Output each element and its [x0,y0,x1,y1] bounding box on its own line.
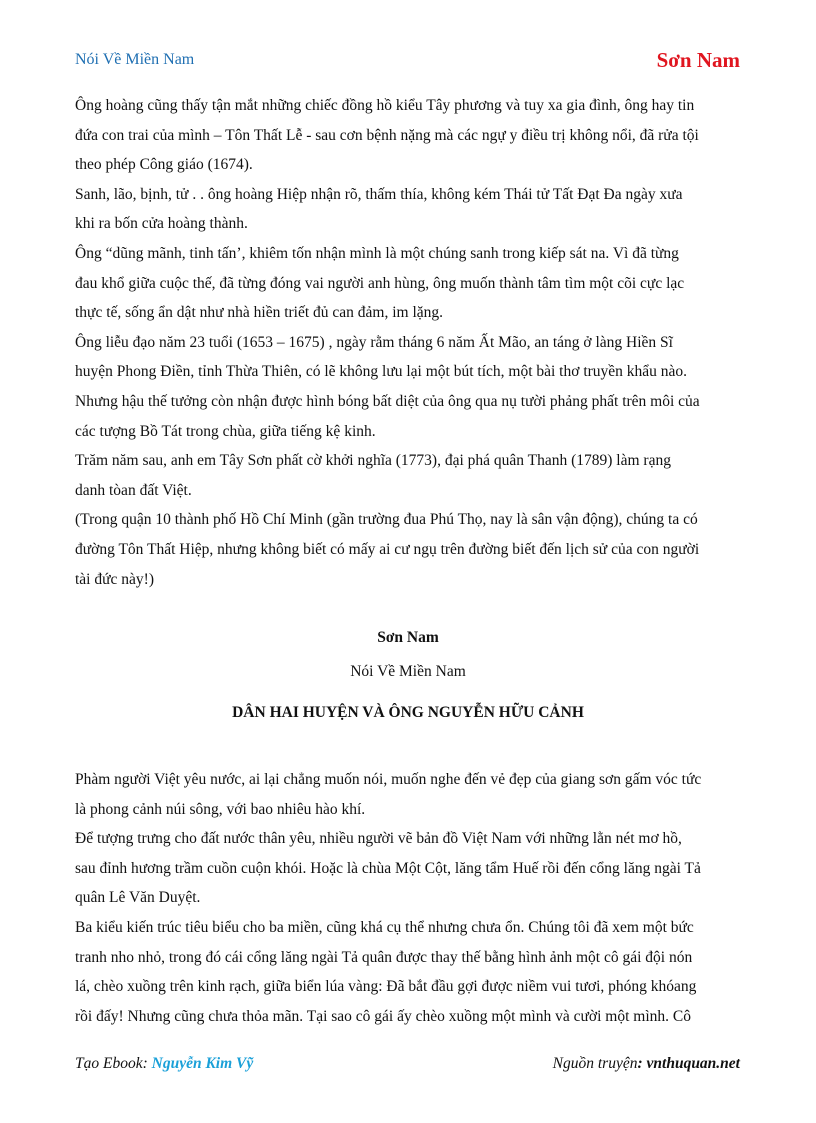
paragraph: Sanh, lão, bịnh, tử . . ông hoàng Hiệp nhận rõ, thấm thía, không kém Thái tử Tất Đạt Đa ngày xưa khi ra bốn cửa hoàng thành. [75,185,683,233]
paragraph: Trăm năm sau, anh em Tây Sơn phất cờ khởi nghĩa (1773), đại phá quân Thanh (1789) làm rạng danh tòan đất Việt. [75,452,671,499]
header-author: Sơn Nam [656,48,740,72]
footer-source-label: Nguồn truyện [552,1055,638,1072]
footer-ebook-name: Nguyễn Kim Vỹ [151,1055,254,1072]
footer-source-site: vnthuquan.net [646,1055,740,1072]
chapter-book-title: Nói Về Miền Nam [350,663,466,680]
footer-source-separator: : [637,1055,647,1072]
header-book-title: Nói Về Miền Nam [75,51,195,68]
paragraph: Để tượng trưng cho đất nước thân yêu, nhiều người vẽ bản đồ Việt Nam với những lằn nét mơ hồ, sau đỉnh hương trầm cuồn cuộn khói. Hoặc là chùa Một Cột, lăng tẩm Huế rồi đến cổng lăng ngài Tả quân Lê Văn Duyệt. [75,830,701,907]
footer-ebook-label: Tạo Ebook [75,1055,143,1072]
paragraph: Ông hoàng cũng thấy tận mắt những chiếc đồng hồ kiểu Tây phương và tuy xa gia đình, ông hay tin đứa con trai của mình – Tôn Thất Lễ - sau cơn bệnh nặng mà các ngự y điều trị không nổi, đã rửa tội theo phép Công giáo (1674). [75,97,699,174]
footer-ebook-credit [75,1055,253,1073]
section-1-body [75,91,743,594]
chapter-author: Sơn Nam [377,629,439,646]
section-2-body [75,765,743,1031]
chapter-title: DÂN HAI HUYỆN VÀ ÔNG NGUYỄN HỮU CẢNH [232,704,584,721]
paragraph: Ông “dũng mãnh, tinh tấn’, khiêm tốn nhận mình là một chúng sanh trong kiếp sát na. Vì đã từng đau khổ giữa cuộc thế, đã từng đóng vai người anh hùng, ông muốn thành tâm tìm một cõi cực lạc thực tế, sống ẩn dật như nhà hiền triết đủ can đảm, im lặng. [75,244,685,322]
footer-ebook-separator: : [142,1055,152,1072]
paragraph: (Trong quận 10 thành phố Hồ Chí Minh (gần trường đua Phú Thọ, nay là sân vận động), chúng ta có đường Tôn Thất Hiệp, nhưng không biết có mấy ai cư ngụ trên đường biết đến lịch sử của con người tài đức này!) [75,511,700,588]
footer-source-credit [553,1055,740,1073]
paragraph: Ông liễu đạo năm 23 tuổi (1653 – 1675) , ngày rằm tháng 6 năm Ất Mão, an táng ở làng Hiền Sĩ huyện Phong Điền, tỉnh Thừa Thiên, có lẽ không lưu lại một bút tích, một bài thơ truyền khẩu nào. Nhưng hậu thế tưởng còn nhận được hình bóng bất diệt của ông qua nụ tười phảng phất trên môi của các tượng Bồ Tát trong chùa, giữa tiếng kệ kinh. [75,333,700,440]
paragraph: Phàm người Việt yêu nước, ai lại chẳng muốn nói, muốn nghe đến vẻ đẹp của giang sơn gấm vóc tức là phong cảnh núi sông, với bao nhiêu hào khí. [75,771,702,818]
paragraph: Ba kiểu kiến trúc tiêu biểu cho ba miền, cũng khá cụ thể nhưng chưa ổn. Chúng tôi đã xem một bức tranh nho nhỏ, trong đó cái cổng lăng ngài Tả quân được thay thế bằng hình ảnh một cô gái đội nón lá, chèo xuồng trên kinh rạch, giữa biển lúa vàng: Đã bắt đầu gợi được niềm vui tươi, phóng khóang rồi đấy! Nhưng cũng chưa thỏa mãn. Tại sao cô gái ấy chèo xuồng một mình và cười một mình. Cô [75,918,697,1025]
